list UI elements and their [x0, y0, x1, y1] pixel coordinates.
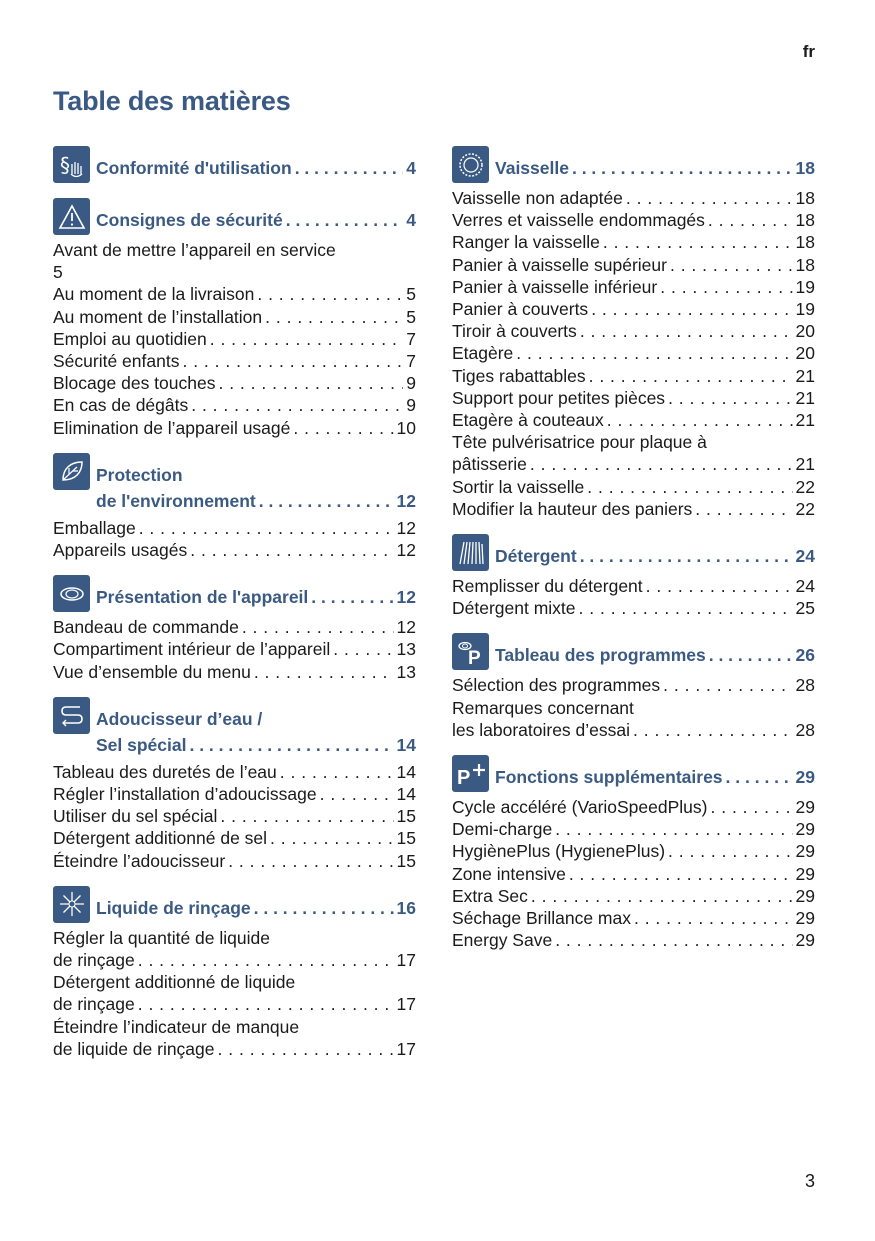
section-page-number: 14: [396, 734, 416, 755]
toc-entry-label: Éteindre l’adoucisseur: [53, 850, 226, 871]
entry-page-number: 20: [795, 343, 815, 364]
entry-page-number: 29: [795, 885, 815, 906]
dot-leader: [530, 453, 793, 475]
toc-entry[interactable]: [452, 365, 815, 387]
toc-entry-label: Panier à couverts: [452, 299, 589, 320]
entry-page-number: 20: [795, 321, 815, 342]
toc-entry[interactable]: [452, 320, 815, 342]
dot-leader: [139, 517, 394, 539]
toc-entry-label: Zone intensive: [452, 863, 566, 884]
entry-page-number: 17: [396, 950, 416, 971]
toc-entry[interactable]: [53, 372, 416, 394]
toc-entry-label: Cycle accéléré (VarioSpeedPlus): [452, 797, 708, 818]
toc-entry-label: Etagère à couteaux: [452, 410, 604, 431]
toc-entry-label-line[interactable]: Tête pulvérisatrice pour plaque à: [452, 432, 707, 453]
section-title-line: [96, 575, 416, 610]
section-heading[interactable]: [53, 575, 416, 613]
toc-entry-label: Extra Sec: [452, 885, 528, 906]
dot-leader: [709, 642, 793, 668]
entry-page-number: 12: [396, 517, 416, 538]
entry-page-number: 13: [396, 661, 416, 682]
dishes-plate-icon: [452, 146, 489, 183]
section-page-number: 16: [396, 897, 416, 918]
dot-leader: [191, 394, 403, 416]
section-heading[interactable]: [53, 697, 416, 758]
toc-entry[interactable]: [452, 863, 815, 885]
dot-leader: [579, 597, 793, 619]
entry-page-number: 25: [795, 598, 815, 619]
entry-page-number: 21: [795, 410, 815, 431]
section-title: Liquide de rinçage: [96, 897, 251, 918]
toc-entry-label: Support pour petites pièces: [452, 387, 666, 408]
toc-entry[interactable]: [452, 387, 815, 409]
toc-entry-label: Emploi au quotidien: [53, 328, 207, 349]
toc-entry[interactable]: [53, 783, 416, 805]
entry-page-number: 9: [406, 395, 416, 416]
entry-page-number: 29: [795, 819, 815, 840]
toc-entry-label: HygiènePlus (HygienePlus): [452, 841, 666, 862]
entry-page-number: 15: [396, 850, 416, 871]
section-title: Tableau des programmes: [495, 645, 706, 666]
toc-entry[interactable]: [452, 209, 815, 231]
section-title: Fonctions supplémentaires: [495, 767, 723, 788]
page-title: Table des matières: [53, 86, 291, 116]
toc-entry[interactable]: [452, 840, 815, 862]
warning-triangle-icon: [53, 198, 90, 235]
toc-entry[interactable]: [452, 885, 815, 907]
dot-leader: [726, 764, 793, 790]
toc-section: [53, 697, 416, 872]
section-title-line: [96, 886, 416, 921]
toc-entry-label: Détergent additionné de sel: [53, 828, 268, 849]
toc-entry[interactable]: [452, 929, 815, 951]
toc-entry[interactable]: [53, 761, 416, 783]
dot-leader: [220, 805, 393, 827]
toc-entry-label: Au moment de la livraison: [53, 284, 255, 305]
section-title: Vaisselle: [495, 158, 569, 178]
section-title-line: [96, 453, 416, 488]
toc-section: [53, 146, 416, 184]
section-page-number: 29: [795, 767, 815, 788]
toc-entry[interactable]: [452, 818, 815, 840]
toc-entry-label: Ranger la vaisselle: [452, 232, 600, 253]
toc-entry[interactable]: [53, 283, 416, 305]
toc-entry[interactable]: [452, 342, 815, 364]
toc-entry[interactable]: [53, 805, 416, 827]
toc-entry[interactable]: [53, 350, 416, 372]
dot-leader: [280, 761, 394, 783]
entry-page-number: 22: [795, 498, 815, 519]
section-title: de l'environnement: [96, 490, 256, 511]
section-heading[interactable]: [452, 633, 815, 671]
dot-leader: [603, 231, 793, 253]
dot-leader: [634, 907, 793, 929]
water-softener-icon: [53, 697, 90, 734]
dot-leader: [668, 387, 792, 409]
toc-entry-label: En cas de dégâts: [53, 395, 189, 416]
eye-icon: [53, 575, 90, 612]
dot-leader: [270, 827, 393, 849]
dot-leader: [293, 417, 393, 439]
toc-entry-label-line[interactable]: Régler la quantité de liquide: [53, 927, 270, 948]
dot-leader: [580, 543, 793, 569]
section-heading[interactable]: [53, 886, 416, 924]
toc-entries: [53, 517, 416, 561]
toc-entry-label: Panier à vaisselle supérieur: [452, 254, 667, 275]
section-title: Détergent: [495, 546, 577, 567]
toc-entry[interactable]: [53, 1038, 416, 1060]
toc-entry-label-line[interactable]: Détergent additionné de liquide: [53, 972, 296, 993]
toc-entry-label: Energy Save: [452, 930, 553, 951]
entry-page-number: 19: [795, 299, 815, 320]
toc-entry-label: Demi-charge: [452, 819, 553, 840]
section-title-line: [495, 633, 815, 668]
entry-page-number: 22: [795, 476, 815, 497]
entry-page-number: 29: [795, 841, 815, 862]
section-title: Protection: [96, 464, 183, 485]
entry-page-number: 21: [795, 454, 815, 475]
toc-entry-label: Compartiment intérieur de l’appareil: [53, 639, 331, 660]
dot-leader: [555, 818, 792, 840]
entry-page-number: 17: [396, 994, 416, 1015]
toc-entry[interactable]: [53, 417, 416, 439]
entry-page-number: 12: [396, 540, 416, 561]
dot-leader: [633, 719, 793, 741]
toc-entry-label: Vue d’ensemble du menu: [53, 661, 251, 682]
toc-entry[interactable]: [452, 498, 815, 520]
program-table-icon: [452, 633, 489, 670]
entry-page-number: 29: [795, 930, 815, 951]
section-page-number: 4: [406, 210, 416, 230]
toc-section: [53, 198, 416, 439]
toc-entry-label: Blocage des touches: [53, 373, 216, 394]
toc-entry-label: pâtisserie: [452, 454, 527, 475]
section-title: Sel spécial: [96, 734, 187, 755]
section-title-line: [96, 146, 416, 181]
dot-leader: [138, 993, 394, 1015]
toc-entry[interactable]: [53, 850, 416, 872]
section-title: Adoucisseur d’eau /: [96, 708, 263, 729]
toc-entry[interactable]: [452, 231, 815, 253]
section-title-line: [495, 755, 815, 790]
dot-leader: [668, 840, 793, 862]
section-title: Présentation de l'appareil: [96, 587, 309, 608]
toc-entries: [53, 239, 416, 439]
toc-entries: [452, 187, 815, 520]
entry-page-number: 18: [795, 188, 815, 208]
entry-page-number: 9: [406, 373, 416, 394]
toc-entry-label: Verres et vaisselle endommagés: [452, 210, 705, 231]
toc-entry-label: les laboratoires d’essai: [452, 719, 631, 740]
toc-section: [53, 453, 416, 561]
section-heading[interactable]: [53, 453, 416, 514]
toc-entry[interactable]: [53, 993, 416, 1015]
section-paragraph-hand-icon: [53, 146, 90, 183]
toc-entry-page: [53, 261, 416, 283]
entry-page-number: 19: [795, 276, 815, 297]
section-title-line: [96, 198, 416, 233]
toc-column-left: [53, 146, 416, 1074]
entry-page-number: 7: [406, 351, 416, 372]
toc-entry-label-line[interactable]: Remarques concernant: [452, 697, 634, 718]
detergent-icon: [452, 534, 489, 571]
toc-entries: [53, 616, 416, 683]
toc-entry[interactable]: [452, 719, 815, 741]
dot-leader: [591, 298, 792, 320]
toc-entries: [452, 575, 815, 619]
entry-page-number: 15: [396, 806, 416, 827]
dot-leader: [242, 616, 394, 638]
dot-leader: [210, 328, 404, 350]
entry-page-number: 7: [406, 328, 416, 349]
dot-leader: [646, 575, 793, 597]
dot-leader: [138, 949, 394, 971]
dot-leader: [265, 306, 403, 328]
dot-leader: [607, 409, 793, 431]
toc-entry-label: Sélection des programmes: [452, 675, 661, 696]
toc-entry-label: Emballage: [53, 517, 136, 538]
toc-entry-label: Tableau des duretés de l’eau: [53, 761, 277, 782]
entry-page-number: 12: [396, 617, 416, 638]
section-page-number: 18: [795, 158, 815, 178]
dot-leader: [286, 207, 404, 233]
toc-entry-label: Sécurité enfants: [53, 351, 180, 372]
dot-leader: [589, 365, 793, 387]
section-title-line: [96, 488, 416, 514]
dot-leader: [254, 895, 394, 921]
entry-page-number: 5: [406, 284, 416, 305]
entry-page-number: 13: [396, 639, 416, 660]
language-code: fr: [802, 42, 815, 61]
toc-entry[interactable]: [452, 575, 815, 597]
dot-leader: [259, 488, 394, 514]
entry-page-number: 15: [396, 828, 416, 849]
toc-entry-label: Elimination de l’appareil usagé: [53, 417, 291, 438]
toc-entry-label: Utiliser du sel spécial: [53, 806, 218, 827]
toc-entry-label: Tiroir à couverts: [452, 321, 577, 342]
toc-entry[interactable]: [53, 306, 416, 328]
entry-page-number: 29: [795, 797, 815, 818]
toc-entry[interactable]: [53, 328, 416, 350]
svg-text:§: §: [59, 152, 70, 177]
dot-leader: [580, 320, 793, 342]
toc-entries: [452, 796, 815, 951]
toc-entry-label: Séchage Brillance max: [452, 908, 631, 929]
section-heading[interactable]: [53, 198, 416, 236]
toc-entry-label: Sortir la vaisselle: [452, 476, 585, 497]
section-title-line: [96, 732, 416, 758]
toc-entry-label[interactable]: Avant de mettre l’appareil en service: [53, 240, 336, 260]
toc-entries: [53, 761, 416, 872]
rinse-aid-sparkle-icon: [53, 886, 90, 923]
entry-page-number: 5: [53, 262, 63, 283]
dot-leader: [670, 254, 793, 276]
dot-leader: [182, 350, 403, 372]
toc-entry-label: Panier à vaisselle inférieur: [452, 276, 658, 297]
toc-entry[interactable]: [452, 187, 815, 209]
toc-entry[interactable]: [53, 827, 416, 849]
toc-entry[interactable]: [452, 907, 815, 929]
dot-leader: [190, 539, 393, 561]
toc-entry-label: Remplisser du détergent: [452, 576, 643, 597]
dot-leader: [189, 732, 393, 758]
toc-entry-label: Etagère: [452, 343, 514, 364]
entry-page-number: 28: [795, 719, 815, 740]
dot-leader: [218, 372, 403, 394]
entry-page-number: 21: [795, 365, 815, 386]
entry-page-number: 18: [795, 232, 815, 253]
toc-entry-label: Tiges rabattables: [452, 365, 586, 386]
section-title-line: [495, 146, 815, 181]
dot-leader: [320, 783, 394, 805]
dot-leader: [333, 638, 393, 660]
toc-section: [452, 755, 815, 951]
entry-page-number: 29: [795, 863, 815, 884]
dot-leader: [569, 863, 793, 885]
dot-leader: [572, 155, 793, 181]
section-page-number: 26: [795, 645, 815, 666]
svg-text:P: P: [456, 766, 470, 789]
toc-entry[interactable]: [53, 517, 416, 539]
toc-column-right: [452, 146, 815, 965]
section-title: Consignes de sécurité: [96, 210, 283, 230]
section-heading[interactable]: [53, 146, 416, 184]
section-page-number: 12: [396, 490, 416, 511]
dot-leader: [228, 850, 393, 872]
leaf-icon: [53, 453, 90, 490]
section-heading[interactable]: [452, 755, 815, 793]
toc-entry[interactable]: [53, 661, 416, 683]
toc-entry[interactable]: [53, 949, 416, 971]
section-page-number: 24: [795, 546, 815, 567]
entry-page-number: 10: [396, 417, 416, 438]
entry-page-number: 18: [795, 210, 815, 231]
dot-leader: [708, 209, 793, 231]
toc-entry[interactable]: [452, 409, 815, 431]
toc-entry-label: de rinçage: [53, 950, 135, 971]
section-heading[interactable]: [452, 146, 815, 184]
section-title-line: [495, 534, 815, 569]
entry-page-number: 18: [795, 254, 815, 275]
svg-text:P: P: [467, 647, 481, 667]
section-title-line: [96, 697, 416, 732]
toc-entry[interactable]: [452, 476, 815, 498]
entry-page-number: 14: [396, 761, 416, 782]
dot-leader: [218, 1038, 394, 1060]
toc-entry[interactable]: [452, 298, 815, 320]
toc-entry-label: Détergent mixte: [452, 598, 576, 619]
toc-entry[interactable]: [53, 539, 416, 561]
entry-page-number: 29: [795, 908, 815, 929]
toc-entry[interactable]: [452, 276, 815, 298]
dot-leader: [295, 155, 404, 181]
entry-page-number: 21: [795, 387, 815, 408]
toc-entry[interactable]: [452, 254, 815, 276]
toc-entry[interactable]: [53, 616, 416, 638]
dot-leader: [555, 929, 792, 951]
toc-entry-label: Régler l’installation d’adoucissage: [53, 784, 317, 805]
toc-entry[interactable]: [452, 796, 815, 818]
dot-leader: [587, 476, 792, 498]
section-page-number: 12: [396, 587, 416, 608]
entry-page-number: 24: [795, 576, 815, 597]
dot-leader: [695, 498, 792, 520]
entry-page-number: 14: [396, 784, 416, 805]
dot-leader: [626, 187, 793, 209]
toc-entry-label-line[interactable]: Éteindre l’indicateur de manque: [53, 1016, 300, 1037]
dot-leader: [516, 342, 792, 364]
toc-entry[interactable]: [452, 674, 815, 696]
toc-entry[interactable]: [53, 394, 416, 416]
dot-leader: [660, 276, 792, 298]
toc-entry[interactable]: [452, 453, 815, 475]
dot-leader: [254, 661, 394, 683]
section-title: Conformité d'utilisation: [96, 158, 292, 178]
p-plus-icon: [452, 755, 489, 792]
entry-page-number: 28: [795, 675, 815, 696]
toc-entry-label: Modifier la hauteur des paniers: [452, 498, 693, 519]
dot-leader: [257, 283, 403, 305]
dot-leader: [531, 885, 793, 907]
entry-page-number: 5: [406, 306, 416, 327]
toc-entry-label: de rinçage: [53, 994, 135, 1015]
toc-section: [452, 146, 815, 520]
dot-leader: [311, 584, 393, 610]
toc-entry-label: Appareils usagés: [53, 540, 188, 561]
toc-entries: [53, 927, 416, 1060]
section-page-number: 4: [406, 158, 416, 178]
page-number: 3: [804, 1171, 815, 1191]
toc-entries: [452, 674, 815, 741]
toc-entry[interactable]: [452, 597, 815, 619]
toc-entry[interactable]: [53, 638, 416, 660]
dot-leader: [663, 674, 792, 696]
dot-leader: [711, 796, 793, 818]
toc-section: [452, 534, 815, 619]
toc-entry-label: Au moment de l’installation: [53, 306, 263, 327]
section-heading[interactable]: [452, 534, 815, 572]
toc-entry-label: Vaisselle non adaptée: [452, 188, 623, 208]
toc-entry-label: de liquide de rinçage: [53, 1038, 215, 1059]
toc-section: [452, 633, 815, 741]
toc-section: [53, 575, 416, 683]
toc-section: [53, 886, 416, 1060]
entry-page-number: 17: [396, 1038, 416, 1059]
toc-entry-label: Bandeau de commande: [53, 617, 239, 638]
